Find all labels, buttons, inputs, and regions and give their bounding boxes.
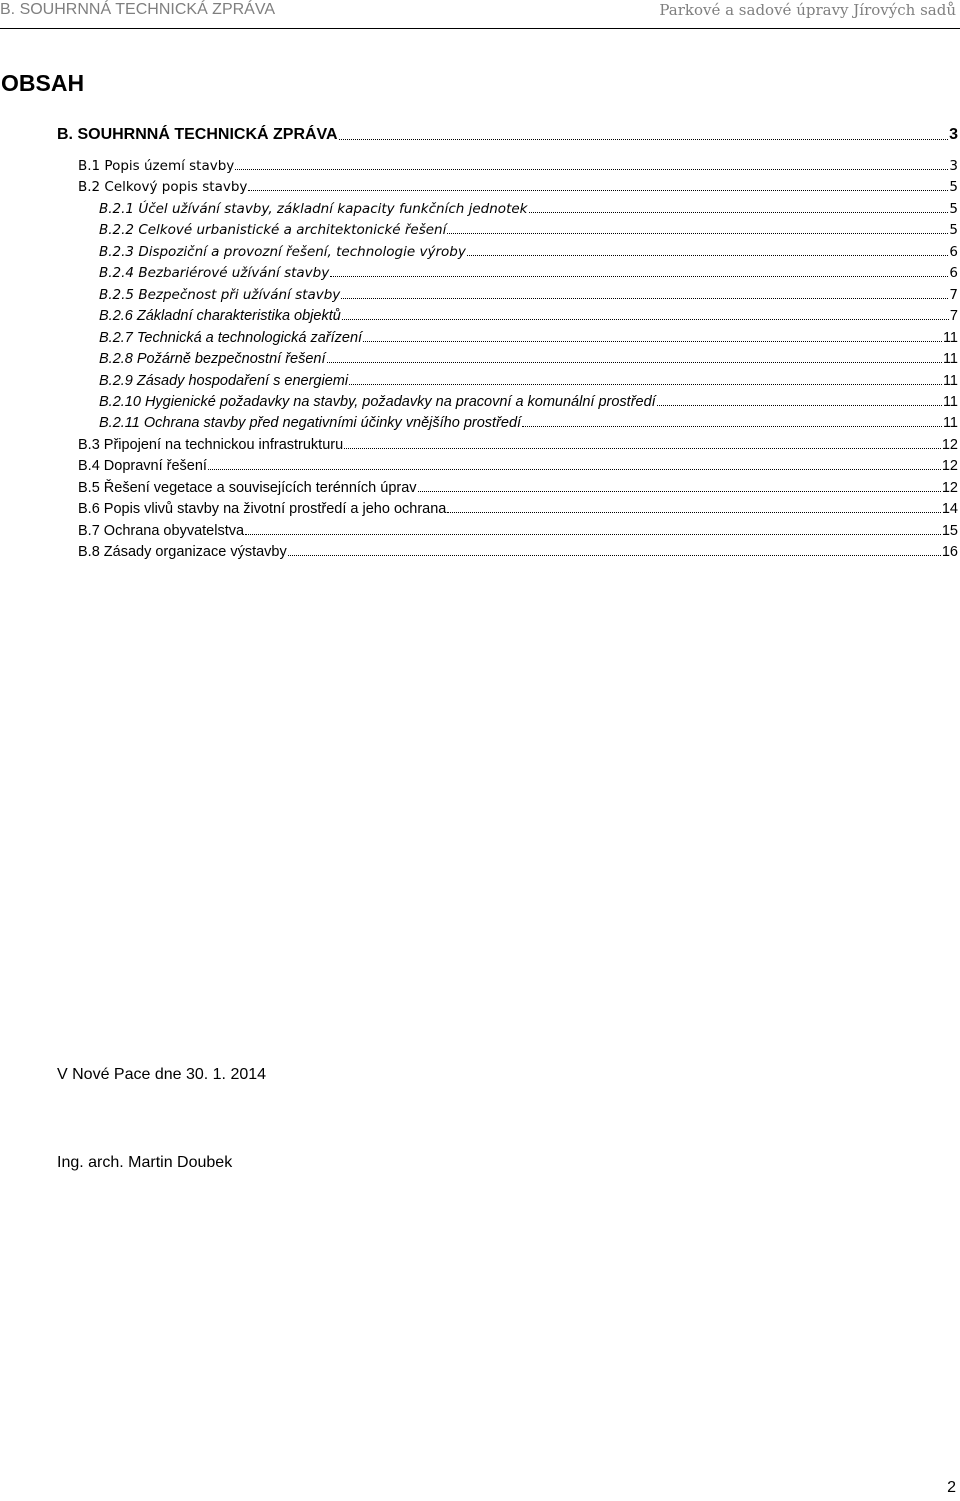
toc-entry-page: 12 <box>941 437 958 453</box>
toc-entry-title: B.6 Popis vlivů stavby na životní prostředí a jeho ochrana <box>78 501 447 517</box>
toc-entry-title: B.7 Ochrana obyvatelstva <box>78 523 245 539</box>
header-right-title: Parkové a sadové úpravy Jírových sadů <box>659 1 956 19</box>
toc-leader <box>447 233 948 234</box>
toc-entry[interactable] <box>99 201 958 217</box>
toc-entry[interactable] <box>78 179 958 195</box>
toc-entry-page: 15 <box>941 523 958 539</box>
toc-entry-title: B.2 Celkový popis stavby <box>78 179 248 195</box>
toc-entry[interactable] <box>99 287 958 303</box>
page-header <box>0 0 960 29</box>
toc-leader <box>344 448 941 449</box>
toc-entry[interactable] <box>99 265 958 281</box>
toc-entry-title: B. SOUHRNNÁ TECHNICKÁ ZPRÁVA <box>57 126 338 143</box>
toc-entry-title: B.2.1 Účel užívání stavby, základní kapacity funkčních jednotek <box>99 201 528 217</box>
toc-entry-title: B.2.8 Požárně bezpečnostní řešení <box>99 351 326 367</box>
toc-entry[interactable] <box>78 437 958 453</box>
toc-entry-page: 16 <box>941 544 958 560</box>
toc-leader <box>330 276 948 277</box>
toc-leader <box>363 341 942 342</box>
author-name: Ing. arch. Martin Doubek <box>57 1154 233 1171</box>
toc-entry[interactable] <box>99 394 958 410</box>
toc-entry-title: B.2.5 Bezpečnost při užívání stavby <box>99 287 341 303</box>
toc-leader <box>657 405 942 406</box>
header-left-title: B. SOUHRNNÁ TECHNICKÁ ZPRÁVA <box>0 1 276 18</box>
toc-entry-title: B.2.2 Celkové urbanistické a architektonické řešení <box>99 222 447 238</box>
toc-entry-page: 6 <box>949 244 958 260</box>
toc-entry[interactable] <box>99 308 958 324</box>
toc-leader <box>522 426 942 427</box>
toc-entry-title: B.2.6 Základní charakteristika objektů <box>99 308 341 324</box>
toc-leader <box>327 362 942 363</box>
toc-entry-page: 5 <box>949 201 958 217</box>
toc-entry[interactable] <box>78 458 958 474</box>
toc-entry[interactable] <box>78 544 958 560</box>
toc-entry[interactable] <box>78 523 958 539</box>
toc-entry-page: 5 <box>949 222 958 238</box>
toc-entry-page: 3 <box>949 126 958 143</box>
toc-leader <box>288 555 941 556</box>
toc-entry-page: 11 <box>942 394 958 410</box>
toc-entry-page: 12 <box>941 458 958 474</box>
toc-entry-title: B.2.4 Bezbariérové užívání stavby <box>99 265 330 281</box>
toc-entry[interactable] <box>99 351 958 367</box>
toc-entry-page: 11 <box>942 351 958 367</box>
toc-entry-page: 7 <box>949 287 958 303</box>
toc-entry[interactable] <box>78 158 958 174</box>
place-and-date: V Nové Pace dne 30. 1. 2014 <box>57 1066 267 1083</box>
toc-entry-title: B.8 Zásady organizace výstavby <box>78 544 287 560</box>
toc-entry[interactable] <box>99 330 958 346</box>
toc-leader <box>342 319 949 320</box>
toc-entry-title: B.2.7 Technická a technologická zařízení <box>99 330 363 346</box>
toc-entry-page: 14 <box>941 501 958 517</box>
toc-entry[interactable] <box>99 222 958 238</box>
toc-leader <box>467 255 949 256</box>
toc-entry-page: 11 <box>942 373 958 389</box>
toc-entry-title: B.2.10 Hygienické požadavky na stavby, požadavky na pracovní a komunální prostředí <box>99 394 656 410</box>
page-title: OBSAH <box>1 70 85 96</box>
toc-entry[interactable] <box>57 126 958 144</box>
toc-leader <box>349 384 942 385</box>
toc-leader <box>341 298 948 299</box>
toc-entry-page: 11 <box>942 415 958 431</box>
toc-entry-page: 12 <box>941 480 958 496</box>
toc-entry[interactable] <box>99 244 958 260</box>
toc-entry-page: 5 <box>949 179 958 195</box>
toc-entry-title: B.3 Připojení na technickou infrastrukturu <box>78 437 344 453</box>
toc-entry-page: 3 <box>949 158 958 174</box>
toc-leader <box>235 169 948 170</box>
toc-leader <box>339 139 949 140</box>
toc-entry-page: 11 <box>942 330 958 346</box>
toc-entry-title: B.4 Dopravní řešení <box>78 458 207 474</box>
page-number: 2 <box>947 1479 956 1496</box>
toc-leader <box>447 512 941 513</box>
toc-entry-title: B.2.9 Zásady hospodaření s energiemi <box>99 373 349 389</box>
toc-entry-title: B.2.11 Ochrana stavby před negativními účinky vnějšího prostředí <box>99 415 522 431</box>
toc-leader <box>529 212 949 213</box>
toc-entry-title: B.2.3 Dispoziční a provozní řešení, technologie výroby <box>99 244 466 260</box>
toc-entry[interactable] <box>78 501 958 517</box>
toc-leader <box>418 491 941 492</box>
toc-entry-title: B.5 Řešení vegetace a souvisejících terénních úprav <box>78 480 417 496</box>
toc-entry[interactable] <box>99 373 958 389</box>
toc-entry[interactable] <box>78 480 958 496</box>
toc-entry[interactable] <box>99 415 958 431</box>
toc-leader <box>208 469 941 470</box>
toc-leader <box>248 190 948 191</box>
toc-entry-page: 7 <box>949 308 958 324</box>
toc-entry-page: 6 <box>949 265 958 281</box>
toc-entry-title: B.1 Popis území stavby <box>78 158 235 174</box>
toc-leader <box>245 534 941 535</box>
